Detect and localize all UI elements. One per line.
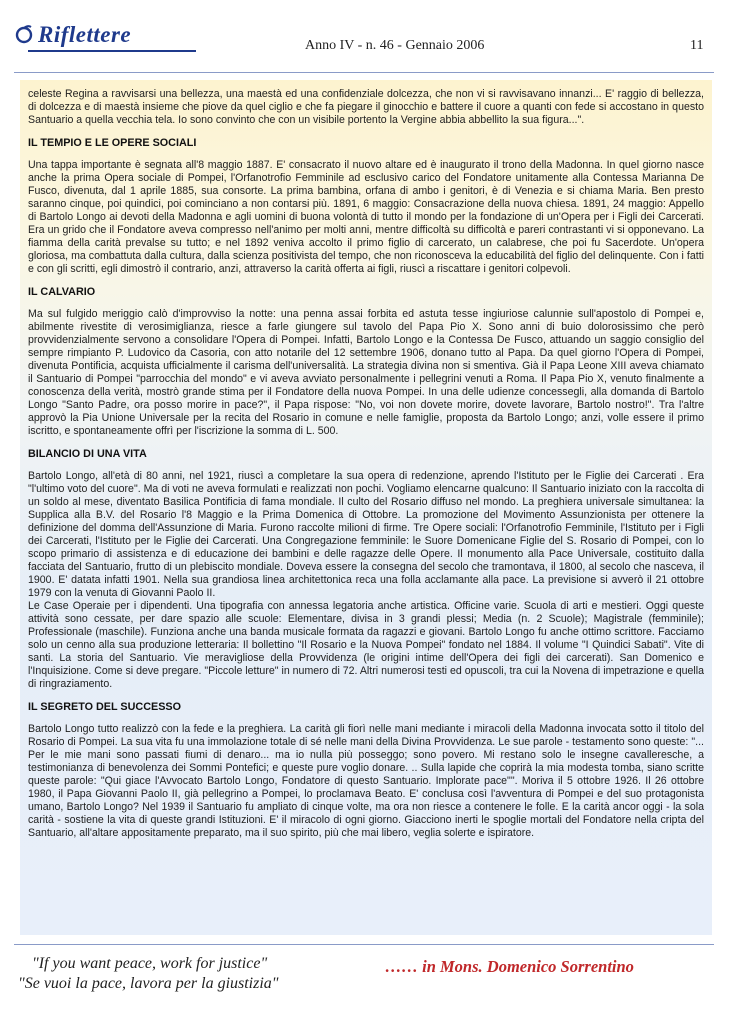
section-heading-tempio: IL TEMPIO E LE OPERE SOCIALI: [28, 137, 197, 149]
section-paragraph-calvario: Ma sul fulgido meriggio calò d'improvviso la notte: una penna assai forbita ed astuta tesse ingiuriose calunnie sull'apostolo di Pompei e, abilmente rivestite di verosimiglianza, riesce a farle giungere sul tavolo del Papa Pio X. Sono anni di buio dolorosissimo che però provvidenzialmente servono a consolidare l'Opera di Pompei. Infatti, Bartolo Longo e la Contessa De Fusco, attuando un saggio consiglio del sempre rimpianto P. Ludovico da Casoria, con atto notarile del 12 settembre 1906, donano tutto al Papa. Da quel giorno l'Opera di Pompei, divenuta Pontificia, acquista ufficialmente il carisma dell'universalità. La strategia divina non si smentiva. Già il Papa Leone XIII aveva chiamato il Santuario di Pompei "parrocchia del mondo" e vi aveva avviato personalmente i pellegrini venuti a Roma. Il Papa Pio X, venuto finalmente a conoscenza della verità, mostrò grande stima per il Fondatore della nuova Pompei. In una delle udienze concessegli, alla domanda di Bartolo Longo "Santo Padre, ora posso morire in pace?", il Papa rispose: "No, voi non dovete morire, dovete lavorare, Bartolo nostro!". Tra l'altre approvò la Pia Unione Universale per la recita del Rosario in comune e nelle famiglie, proposta da Bartolo Longo; anzi, volle essere il primo iscritto, e spontaneamente offrì per l'iscrizione la somma di L. 500.: [28, 308, 704, 437]
quote-italian: "Se vuoi la pace, lavora per la giustizia": [18, 975, 279, 992]
quote-english: "If you want peace, work for justice": [32, 955, 268, 972]
footer-divider: [14, 944, 714, 945]
logo-text: Riflettere: [38, 22, 132, 47]
section-paragraph-bilancio: Bartolo Longo, all'età di 80 anni, nel 1921, riuscì a completare la sua opera di redenzione, aprendo l'Istituto per le Figlie dei Carcerati . Era "l'ultimo voto del cuore". Ma di voti ne aveva formulati e realizzati non pochi. Vogliamo elencarne qualcuno: Il Santuario iniziato con la raccolta di un soldo al mese, diventato Basilica Pontificia di fama mondiale. Il culto del Rosario diffuso nel mondo. La preghiera universale simultanea: la Supplica alla B.V. del Rosario l'8 Maggio e la Prima Domenica di Ottobre. La promozione del Movimento Assunzionista per ottenere la definizione del domma dell'Assunzione di Maria. Furono raccolte milioni di firme. Tre Opere sociali: l'Orfanotrofio Femminile, l'Istituto per i Figli dei Carcerati, l'Istituto per le Figlie dei Carcerati. Una Congregazione femminile: le Suore Domenicane Figlie del S. Rosario di Pompei, con lo scopo primario di assistenza e di educazione dei bambini e delle ragazze delle Opere. Il monumento alla Pace Universale, costituito dalla facciata del Santuario, frutto di un plebiscito mondiale. Doveva essere la consegna del secolo che tramontava, il 1800, al secolo che nasceva, il 1900. E' datata infatti 1901. Nella sua grandiosa linea architettonica reca una folla acclamante alla pace. La previsione si avverò il 21 ottobre 1979 con la venuta di Giovanni Paolo II.: [28, 470, 704, 599]
footer-author: …… in Mons. Domenico Sorrentino: [385, 957, 634, 976]
logo-underline: [28, 50, 196, 52]
article-body: [20, 80, 712, 935]
section-paragraph-tempio: Una tappa importante è segnata all'8 maggio 1887. E' consacrato il nuovo altare ed è inaugurato il trono della Madonna. In quel giorno nasce anche la prima Opera sociale di Pompei, l'Orfanotrofio Femminile ad esclusivo carico del Fondatore unitamente alla Contessa Marianna De Fusco, divenuta, dal 1 aprile 1885, sua consorte. La prima bambina, orfana di ambo i genitori, è di Venezia e si chiama Maria. Ben presto saranno cinque, poi quindici, poi cominciano a non contarsi più. 1891, 6 maggio: Consacrazione della nuova chiesa. 1891, 24 maggio: Appello di Bartolo Longo ai devoti della Madonna e agli uomini di buona volontà di tutto il mondo per la fondazione di un'Opera per i Figli dei Carcerati. Era un grido che il Fondatore aveva compresso nell'animo per molti anni, mentre difficoltà su difficoltà e pareri contrastanti vi si opponevano. La fiamma della carità prevalse su tutto; e nel 1892 veniva accolto il primo figlio di carcerato, un calabrese, che poi fu Sacerdote. Un'opera gloriosa, ma combattuta dalla cultura, dalla scienza positivista del tempo, che non riconosceva la educabilità del figlio del delinquente. Con i fatti e con gli scritti, egli dimostrò il contrario, anzi, attraverso la carità offerta ai figli, riuscì a riscattare i genitori colpevoli.: [28, 159, 704, 275]
page-header: [0, 0, 729, 78]
footer-quote: [18, 954, 279, 994]
section-paragraph-segreto: Bartolo Longo tutto realizzò con la fede e la preghiera. La carità gli fiorì nelle mani mediante i miracoli della Madonna invocata sotto il titolo del Rosario di Pompei. La sua vita fu una immolazione totale di sé nelle mani della Divina Provvidenza. Le sue parole - testamento sono queste: "... Per le mie mani sono passati fiumi di denaro... ma io nulla più posseggo; sono povero. Mi restano solo le insegne cavalleresche, a testimonianza di benevolenza dei Sommi Pontefici; e queste pure voglio donare. .. Sulla lapide che coprirà la mia modesta tomba, siano scritte queste parole: "Qui giace l'Avvocato Bartolo Longo, Fondatore di questo Santuario. Implorate pace"". Moriva il 5 ottobre 1926. Il 26 ottobre 1980, il Papa Giovanni Paolo II, già pellegrino a Pompei, lo proclamava Beato. E' conclusa così l'avventura di Pompei e del suo protagonista umano, Bartolo Longo? Nel 1939 il Santuario fu ampliato di cinque volte, ma ora non riesce a contenere le folle. E la carità ancor oggi - la sola carità - sostiene la vita di queste grandi Istituzioni. E' il miracolo di ogni giorno. Giacciono inerti le spoglie mortali del Fondatore nella cripta del Santuario, all'altare appositamente preparato, ma il suo spirito, più che mai libero, veglia solerte e ispiratore.: [28, 723, 704, 839]
intro-paragraph: celeste Regina a ravvisarsi una bellezza, una maestà ed una confidenziale dolcezza, che non vi si ravvisavano innanzi... E' raggio di bellezza, di dolcezza e di maestà insieme che piove da quel ciglio e che fa piegare il ginocchio e battere il cuore a quanti con fede si accostano in questo Santuario a quella vecchia tela. Io sono convinto che con un visibile portento la Vergine abbia abbellito la sua figura...".: [28, 88, 704, 126]
section-paragraph-bilancio-2: Le Case Operaie per i dipendenti. Una tipografia con annessa legatoria anche artistica. Officine varie. Scuola di arti e mestieri. Oggi queste attività sono cessate, per dare spazio alle scuole: Elementare, divisa in 3 grandi plessi; Media (n. 2 Scuole); Magistrale (femminile); Professionale (maschile). Funziona anche una banda musicale formata da ragazzi e giovani. Bartolo Longo fu anche ottimo scrittore. Facciamo solo un cenno alla sua produzione letteraria: Il bollettino "Il Rosario e la Nuova Pompei" fondato nel 1884. Il volume "I Quindici Sabati". Vite di santi. La storia del Santuario. Vie meravigliose della Provvidenza (le origini intime dell'Opera dei figli dei carcerati). San Domenico e l'Inquisizione. Come si deve pregare. "Piccole letture" in numero di 72. Altri numerosi testi ed opuscoli, tra cui la Novena di impetrazione e quella di ringraziamento.: [28, 600, 704, 690]
issue-info: Anno IV - n. 46 - Gennaio 2006: [305, 38, 485, 53]
section-heading-segreto: IL SEGRETO DEL SUCCESSO: [28, 701, 181, 713]
header-divider: [14, 72, 714, 73]
section-heading-calvario: IL CALVARIO: [28, 286, 96, 298]
page-number: 11: [690, 38, 704, 53]
masthead-logo: [14, 22, 131, 48]
section-heading-bilancio: BILANCIO DI UNA VITA: [28, 448, 147, 460]
logo-swirl-icon: [14, 24, 34, 48]
